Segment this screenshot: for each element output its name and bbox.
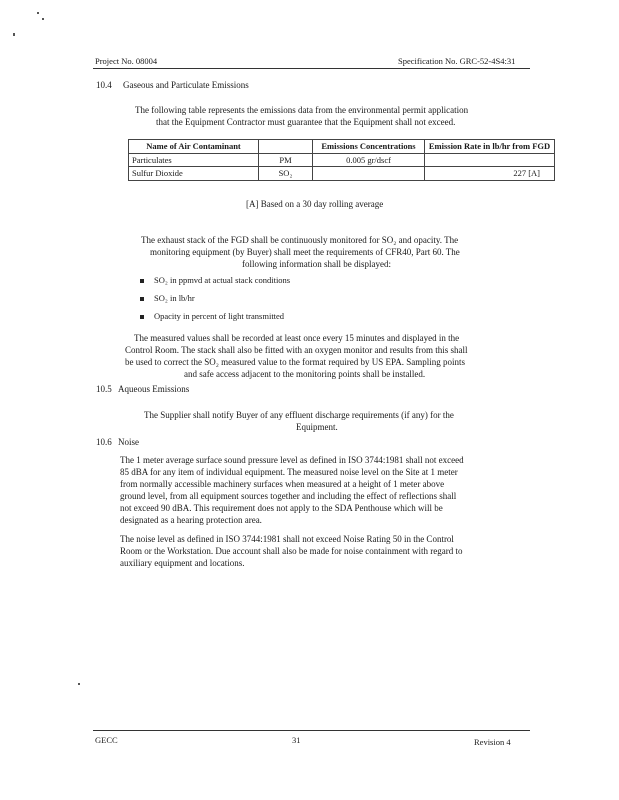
- table-cell: [313, 167, 425, 181]
- footer-rule: [93, 730, 530, 731]
- noise-paragraph-line: not exceed 90 dBA. This requirement does not apply to the SDA Penthouse which will be: [120, 503, 443, 513]
- bullet-icon: [140, 315, 144, 319]
- noise-paragraph-line: from normally accessible machinery surfaces when measured at a height of 1 meter above: [120, 479, 445, 489]
- noise-paragraph-line: ground level, from all equipment sources together and including the effect of reflections shall: [120, 491, 457, 501]
- section-title-gaseous: Gaseous and Particulate Emissions: [123, 80, 249, 90]
- footer-page-number: 31: [292, 735, 301, 745]
- footer-revision: Revision 4: [474, 737, 511, 747]
- list-item: [140, 311, 284, 322]
- aqueous-line: Equipment.: [296, 422, 338, 432]
- noise-paragraph-line: designated as a hearing protection area.: [120, 515, 262, 525]
- noise-paragraph-line: 85 dBA for any item of individual equipment. The measured noise level on the Site at 1 meter: [120, 467, 458, 477]
- list-item-text: SO₂ in lb/hr: [154, 293, 195, 303]
- bullet-icon: [140, 297, 144, 301]
- column-header-concentration: Emissions Concentrations: [313, 140, 425, 154]
- noise-paragraph-line: The 1 meter average surface sound pressure level as defined in ISO 3744:1981 shall not exceed: [120, 455, 464, 465]
- section-number-10-4: 10.4: [96, 80, 112, 90]
- header-specification: Specification No. GRC-52-4S4:31: [398, 56, 516, 66]
- table-cell: 227 [A]: [425, 167, 555, 181]
- monitor-line: following information shall be displayed:: [242, 259, 391, 269]
- header-rule: [93, 68, 530, 69]
- column-header-rate: Emission Rate in lb/hr from FGD: [425, 140, 555, 154]
- section-title-noise: Noise: [118, 437, 139, 447]
- column-header-symbol: [259, 140, 313, 154]
- section-number-10-5: 10.5: [96, 384, 112, 394]
- table-cell: Sulfur Dioxide: [129, 167, 259, 181]
- list-item-text: Opacity in percent of light transmitted: [154, 311, 285, 321]
- footer-company: GECC: [95, 735, 118, 745]
- table-cell: Particulates: [129, 153, 259, 167]
- measured-line: The measured values shall be recorded at least once every 15 minutes and displayed in the: [134, 333, 460, 343]
- header-project: Project No. 08004: [95, 56, 158, 66]
- scan-speck: [13, 33, 15, 36]
- table-cell: [425, 153, 555, 167]
- intro-line: The following table represents the emissions data from the environmental permit application: [135, 105, 469, 115]
- intro-line: that the Equipment Contractor must guarantee that the Equipment shall not exceed.: [156, 117, 456, 127]
- table-cell: 0.005 gr/dscf: [313, 153, 425, 167]
- monitor-line: The exhaust stack of the FGD shall be continuously monitored for SO₂ and opacity. The: [141, 235, 459, 245]
- measured-line: and safe access adjacent to the monitoring points shall be installed.: [184, 369, 426, 379]
- monitor-line: monitoring equipment (by Buyer) shall meet the requirements of CFR40, Part 60. The: [150, 247, 460, 257]
- list-item-text: SO₂ in ppmvd at actual stack conditions: [154, 275, 291, 285]
- noise-paragraph-line: Room or the Workstation. Due account shall also be made for noise containment with regard to: [120, 546, 463, 556]
- measured-line: be used to correct the SO₂ measured value to the format required by US EPA. Sampling points: [125, 357, 465, 367]
- section-number-10-6: 10.6: [96, 437, 112, 447]
- table-row: [129, 167, 555, 181]
- emissions-table: [128, 139, 555, 181]
- column-header-contaminant: Name of Air Contaminant: [129, 140, 259, 154]
- section-title-aqueous: Aqueous Emissions: [118, 384, 190, 394]
- list-item: [140, 275, 290, 286]
- aqueous-line: The Supplier shall notify Buyer of any effluent discharge requirements (if any) for the: [144, 410, 454, 420]
- table-row: [129, 153, 555, 167]
- noise-paragraph-line: The noise level as defined in ISO 3744:1981 shall not exceed Noise Rating 50 in the Control: [120, 534, 454, 544]
- table-cell: SO₂: [259, 167, 313, 181]
- measured-line: Control Room. The stack shall also be fitted with an oxygen monitor and results from this shall: [125, 345, 468, 355]
- scan-speck: [42, 18, 44, 20]
- scan-speck: [37, 12, 39, 14]
- table-cell: PM: [259, 153, 313, 167]
- scan-speck: [78, 683, 80, 685]
- bullet-icon: [140, 279, 144, 283]
- noise-paragraph-line: auxiliary equipment and locations.: [120, 558, 245, 568]
- list-item: [140, 293, 195, 304]
- table-note: [A] Based on a 30 day rolling average: [246, 199, 384, 209]
- table-header-row: [129, 140, 555, 154]
